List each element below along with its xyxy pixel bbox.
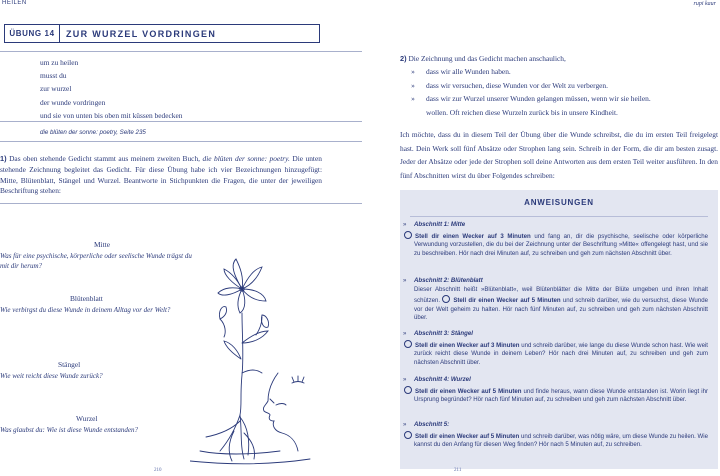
instruction-section-1	[403, 221, 708, 258]
label-bluetenblatt: Blütenblatt	[70, 294, 103, 303]
running-header-left: HEILEN	[2, 0, 27, 6]
exercise-title: ZUR WURZEL VORDRINGEN	[66, 28, 217, 39]
running-header-right: rupi kaur	[693, 1, 716, 7]
section-heading: Abschnitt 2: Blütenblatt	[414, 277, 483, 284]
clock-icon	[404, 386, 412, 394]
instructions-title: ANWEISUNGEN	[524, 198, 594, 207]
exercise-title-box	[4, 24, 320, 43]
bullet-mark: »	[411, 94, 415, 104]
poem	[40, 56, 182, 122]
section-timer: Stell dir einen Wecker auf 3 Minuten	[415, 341, 520, 349]
divider	[0, 141, 362, 142]
instruction-section-4	[403, 376, 709, 405]
section-text: und schreib darüber, was nötig wäre, um diese Wunde zu heilen. Wie kannst du den Anfang für diesen Weg finden? Hör nach 5 Minuten auf, zu schreiben.	[414, 432, 708, 449]
page-number-right: 211	[454, 468, 462, 473]
bullet-item	[400, 65, 718, 78]
task1-text-c: Die unten stehende Zeichnung begleitet das Gedicht. Für diese Übung habe ich vier Bezeichnungen hinzugefügt: Mitte, Blütenblatt, Stängel und Wurzel. Beantworte in Stichpunkten die Fragen, die unter der jeweiligen Beschriftung stehen:	[0, 154, 322, 196]
question-bluetenblatt: Wie verbirgst du diese Wunde in deinem Alltag vor der Welt?	[0, 306, 171, 314]
clock-icon	[404, 431, 412, 439]
instructions-panel	[400, 190, 718, 469]
section-body	[414, 339, 708, 368]
clock-icon	[442, 295, 450, 303]
divider	[0, 203, 362, 204]
section-timer: Stell dir einen Wecker auf 5 Minuten	[415, 432, 520, 440]
section-text: und fang an, dir die psychische, seelische oder körperliche Verwundung vorzustellen, die du bei der Zeichnung unter der Beschriftung »Mitte« offengelegt hast, und sie zu beschreiben. Hör nach drei Minuten auf, zu schreiben und geh zum nächsten Abschnitt über.	[414, 232, 708, 257]
task2-intro-text: Die Zeichnung und das Gedicht machen anschaulich,	[408, 54, 566, 63]
section-heading: Abschnitt 5:	[414, 421, 450, 428]
section-timer: Stell dir einen Wecker auf 5 Minuten	[453, 297, 561, 305]
poem-line: um zu heilen	[40, 58, 79, 67]
task2-paragraph: Ich möchte, dass du in diesem Teil der Übung über die Wunde schreibst, die du im ersten Teil freigelegt hast. Dein Werk soll fünf Absätze oder Strophen lang sein. Schreib in der Form, die dir am besten zusagt. Jeder der Absätze oder jede der Strophen soll deine Antworten aus dem ersten Teil weiter ausführen. In den fünf Abschnitten wirst du über Folgendes schreiben:	[400, 130, 718, 180]
bullet-item	[400, 79, 718, 92]
flower-drawing	[190, 255, 330, 465]
bullet-mark: »	[411, 80, 415, 90]
section-text: und schreib darüber, wie du versuchst, diese Wunde vor der Welt geheim zu halten. Hör nach fünf Minuten auf, zu schreiben und geh zum nächsten Abschnitt über.	[414, 297, 708, 322]
section-text: und finde heraus, wann diese Wunde entstanden ist. Worin liegt ihr Ursprung begründet? Hör nach fünf Minuten auf, zu schreiben und geh zum nächsten Abschnitt über.	[414, 387, 709, 404]
label-staengel: Stängel	[58, 360, 81, 369]
task1-book-title: die blüten der sonne: poetry.	[202, 154, 290, 163]
bullet-mark: »	[411, 67, 415, 77]
section-text: Dieser Abschnitt heißt »Blütenblatt«, weil Blütenblätter die Mitte der Blüte umgeben und ihren Inhalt schützen.	[414, 285, 708, 305]
task1-paragraph	[0, 154, 322, 197]
instruction-section-2	[403, 277, 708, 323]
arrow-icon: »	[403, 222, 407, 228]
bullet-item	[400, 106, 718, 119]
instruction-section-5	[403, 421, 708, 450]
label-mitte: Mitte	[94, 240, 111, 249]
bullet-text: dass wir versuchen, diese Wunden vor der Welt zu verbergen.	[426, 80, 608, 90]
task1-text-a: Das oben stehende Gedicht stammt aus meinem zweiten Buch,	[9, 154, 200, 163]
task2-intro	[400, 52, 718, 65]
section-body	[414, 230, 708, 259]
section-heading: Abschnitt 3: Stängel	[414, 330, 473, 337]
clock-icon	[404, 231, 412, 239]
bullet-text: dass wir alle Wunden haben.	[426, 67, 511, 77]
arrow-icon: »	[403, 278, 407, 284]
page-number-left: 210	[154, 468, 162, 473]
bullet-text: wollen. Oft reichen diese Wurzeln zurück bis in unsere Kindheit.	[426, 107, 618, 117]
task1-number: 1)	[0, 154, 7, 163]
divider	[0, 121, 362, 122]
poem-line: musst du	[40, 71, 67, 81]
section-body	[414, 286, 708, 323]
instruction-section-3	[403, 330, 708, 367]
section-timer: Stell dir einen Wecker auf 3 Minuten	[415, 232, 531, 240]
poem-line: zur wurzel	[40, 84, 72, 94]
section-timer: Stell dir einen Wecker auf 5 Minuten	[415, 387, 522, 395]
divider	[0, 51, 362, 52]
section-heading: Abschnitt 4: Wurzel	[414, 376, 471, 383]
bullet-text: dass wir zur Wurzel unserer Wunden gelangen müssen, wenn wir sie heilen.	[426, 94, 651, 104]
bullet-item	[400, 92, 718, 105]
poem-line: der wunde vordringen	[40, 97, 106, 107]
poem-line: und sie von unten bis oben mit küssen bedecken	[40, 110, 183, 120]
section-body	[414, 430, 708, 450]
section-text: und schreib darüber, wie lange du diese Wunde schon hast. Wie weit zurück reicht diese Wunde in deinem Leben? Hör nach drei Minuten auf, zu schreiben und geh zum nächsten Abschnitt über.	[414, 341, 708, 366]
arrow-icon: »	[403, 331, 407, 337]
clock-icon	[404, 340, 412, 348]
poem-caption: die blüten der sonne: poetry, Seite 235	[40, 129, 146, 136]
arrow-icon: »	[403, 377, 407, 383]
question-wurzel: Was glaubst du: Wie ist diese Wunde entstanden?	[0, 426, 138, 434]
task2-number: 2)	[400, 54, 407, 63]
question-mitte: Was für eine psychische, körperliche oder seelische Wunde trägst du mit dir herum?	[0, 252, 192, 270]
section-heading: Abschnitt 1: Mitte	[414, 221, 466, 228]
divider	[410, 216, 708, 217]
question-staengel: Wie weit reicht diese Wunde zurück?	[0, 372, 103, 380]
label-wurzel: Wurzel	[76, 414, 98, 423]
task2-block	[400, 52, 718, 119]
section-body	[414, 385, 708, 405]
arrow-icon: »	[403, 422, 407, 428]
exercise-number: ÜBUNG 14	[5, 25, 60, 42]
